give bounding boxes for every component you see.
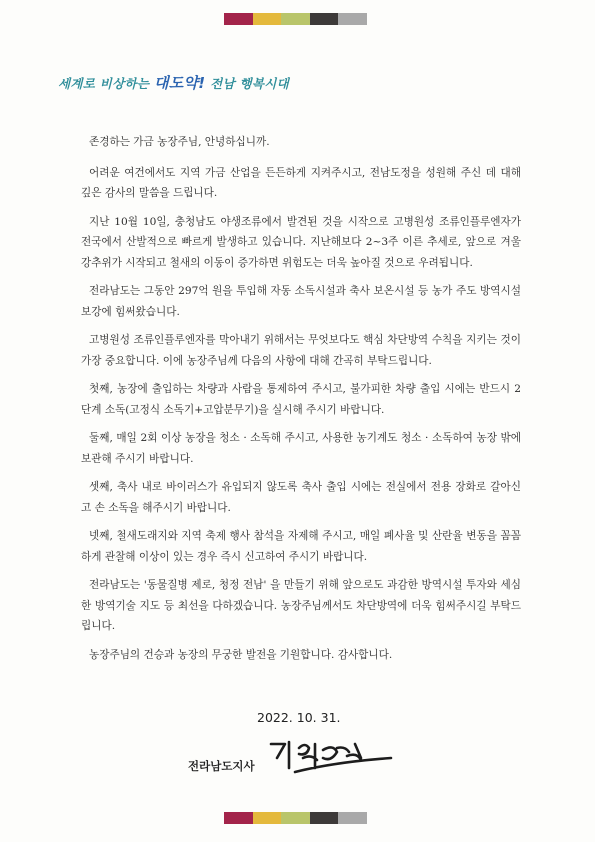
paragraph: 첫째, 농장에 출입하는 차량과 사람을 통제하여 주시고, 불가피한 차량 출입 시에는 반드시 2단계 소독(고정식 소독기+고압분무기)을 실시해 주시기 바랍니다. <box>81 383 521 416</box>
slogan-emphasis: 대도약! <box>153 74 206 92</box>
stripe-swatch <box>338 812 367 824</box>
stripe-swatch <box>224 812 253 824</box>
slogan <box>58 72 289 93</box>
stripe-swatch <box>338 13 367 25</box>
stripe-swatch <box>281 812 310 824</box>
paragraph: 전라남도는 '동물질병 제로, 청정 전남' 을 만들기 위해 앞으로도 과감한 방역시설 투자와 세심한 방역기술 지도 등 최선을 다하겠습니다. 농장주님께서도 차단방역에 더욱 힘써주시길 부탁드립니다. <box>81 579 521 632</box>
paragraph: 넷째, 철새도래지와 지역 축제 행사 참석을 자제해 주시고, 매일 폐사율 및 산란율 변동을 꼼꼼하게 관찰해 이상이 있는 경우 즉시 신고하여 주시기 바랍니다. <box>81 530 521 563</box>
paragraph: 전라남도는 그동안 297억 원을 투입해 자동 소독시설과 축사 보온시설 등 농가 주도 방역시설 보강에 힘써왔습니다. <box>81 285 521 318</box>
paragraph: 농장주님의 건승과 농장의 무궁한 발전을 기원합니다. 감사합니다. <box>89 648 393 661</box>
signer-title: 전라남도지사 <box>188 759 255 773</box>
stripe-swatch <box>310 812 339 824</box>
paragraph: 고병원성 조류인플루엔자를 막아내기 위해서는 무엇보다도 핵심 차단방역 수칙을 지키는 것이 가장 중요합니다. 이에 농장주님께 다음의 사항에 대해 간곡히 부탁드립니다. <box>81 334 521 367</box>
slogan-part: 전남 행복시대 <box>210 76 290 91</box>
letter-date: 2022. 10. 31. <box>257 710 341 725</box>
paragraph: 어려운 여건에서도 지역 가금 산업을 든든하게 지켜주시고, 전남도정을 성원해 주신 데 대해 깊은 감사의 말씀을 드립니다. <box>81 166 521 199</box>
paragraph: 둘째, 매일 2회 이상 농장을 청소 · 소독해 주시고, 사용한 농기계도 청소 · 소독하여 농장 밖에 보관해 주시기 바랍니다. <box>81 432 521 465</box>
bottom-color-stripe <box>224 812 367 824</box>
stripe-swatch <box>310 13 339 25</box>
paragraph: 셋째, 축사 내로 바이러스가 유입되지 않도록 축사 출입 시에는 전실에서 전용 장화로 갈아신고 손 소독을 해주시기 바랍니다. <box>81 481 521 514</box>
stripe-swatch <box>253 13 282 25</box>
signature-image <box>265 738 405 778</box>
stripe-swatch <box>224 13 253 25</box>
stripe-swatch <box>281 13 310 25</box>
letter-body <box>81 132 521 673</box>
slogan-part: 세계로 비상하는 <box>58 76 150 91</box>
paragraph: 지난 10월 10일, 충청남도 야생조류에서 발견된 것을 시작으로 고병원성 조류인플루엔자가 전국에서 산발적으로 빠르게 발생하고 있습니다. 지난해보다 2~3주 이른 추세로, 앞으로 겨울 강추위가 시작되고 철새의 이동이 증가하면 위험도는 더욱 높아질 것으로 우려됩니다. <box>81 215 521 269</box>
stripe-swatch <box>253 812 282 824</box>
greeting: 존경하는 가금 농장주님, 안녕하십니까. <box>89 136 270 148</box>
top-color-stripe <box>224 13 367 25</box>
